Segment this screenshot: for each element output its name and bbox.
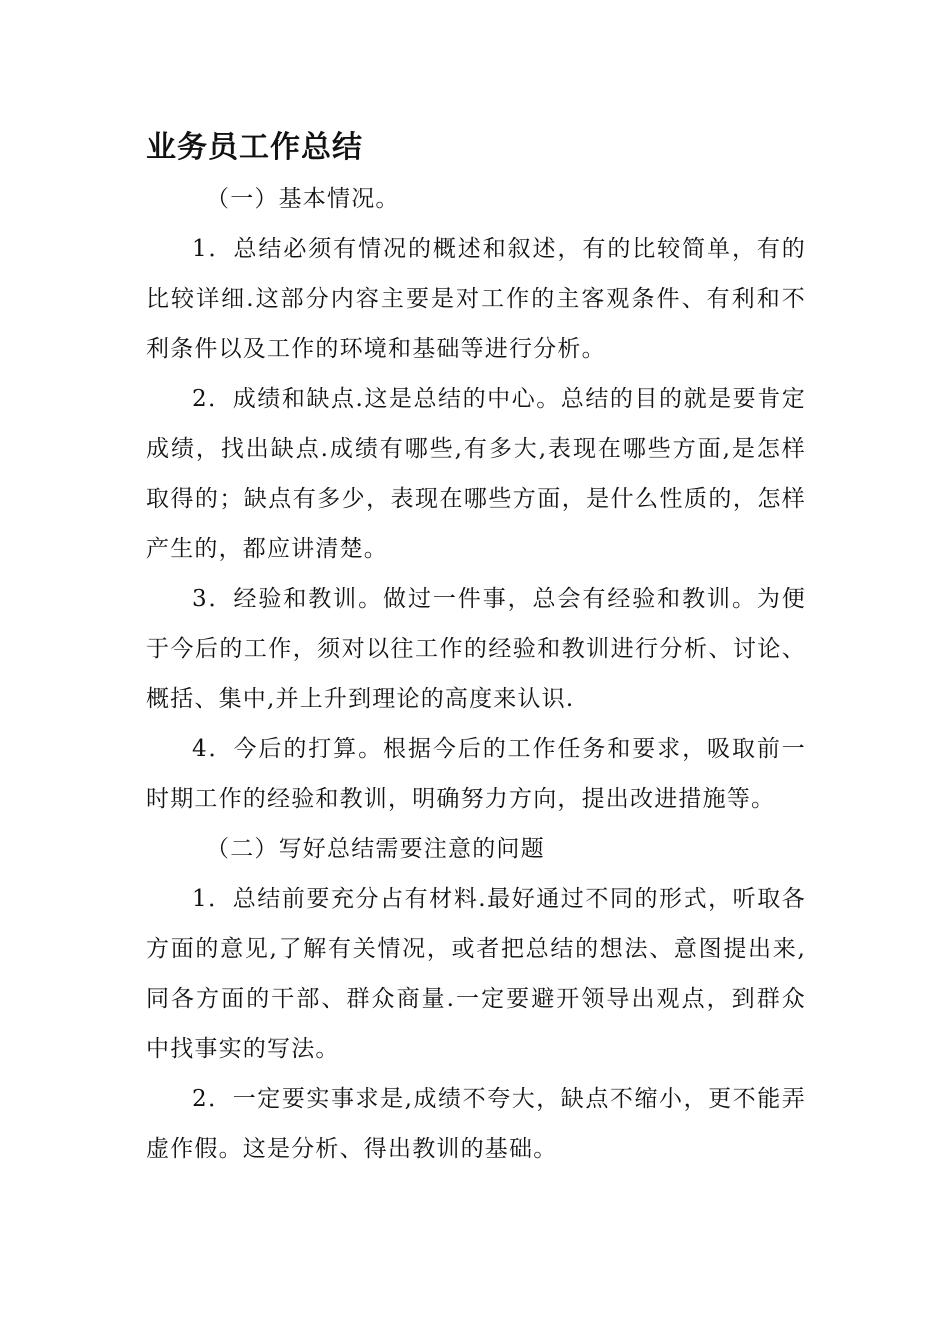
paragraph: 2．成绩和缺点.这是总结的中心。总结的目的就是要肯定成绩，找出缺点.成绩有哪些,有多大,表现在哪些方面,是怎样取得的；缺点有多少，表现在哪些方面，是什么性质的，怎样产生的，都应讲清楚。 — [146, 386, 806, 562]
section-heading-basic-situation: （一）基本情况。 — [206, 186, 400, 212]
document-title: 业务员工作总结 — [146, 130, 363, 165]
document-body — [146, 174, 806, 1174]
paragraph: 2．一定要实事求是,成绩不夸大，缺点不缩小，更不能弄虚作假。这是分析、得出教训的基础。 — [146, 1086, 806, 1162]
paragraph: 1．总结必须有情况的概述和叙述，有的比较简单，有的比较详细.这部分内容主要是对工作的主客观条件、有利和不利条件以及工作的环境和基础等进行分析。 — [146, 236, 806, 362]
paragraph: 4．今后的打算。根据今后的工作任务和要求，吸取前一时期工作的经验和教训，明确努力方向，提出改进措施等。 — [146, 736, 806, 812]
paragraph: 1．总结前要充分占有材料.最好通过不同的形式，听取各方面的意见,了解有关情况，或者把总结的想法、意图提出来,同各方面的干部、群众商量.一定要避开领导出观点，到群众中找事实的写法。 — [146, 886, 806, 1062]
paragraph: 3．经验和教训。做过一件事，总会有经验和教训。为便于今后的工作，须对以往工作的经验和教训进行分析、讨论、概括、集中,并上升到理论的高度来认识. — [146, 586, 806, 712]
section-heading-writing-notes: （二）写好总结需要注意的问题 — [206, 836, 545, 862]
